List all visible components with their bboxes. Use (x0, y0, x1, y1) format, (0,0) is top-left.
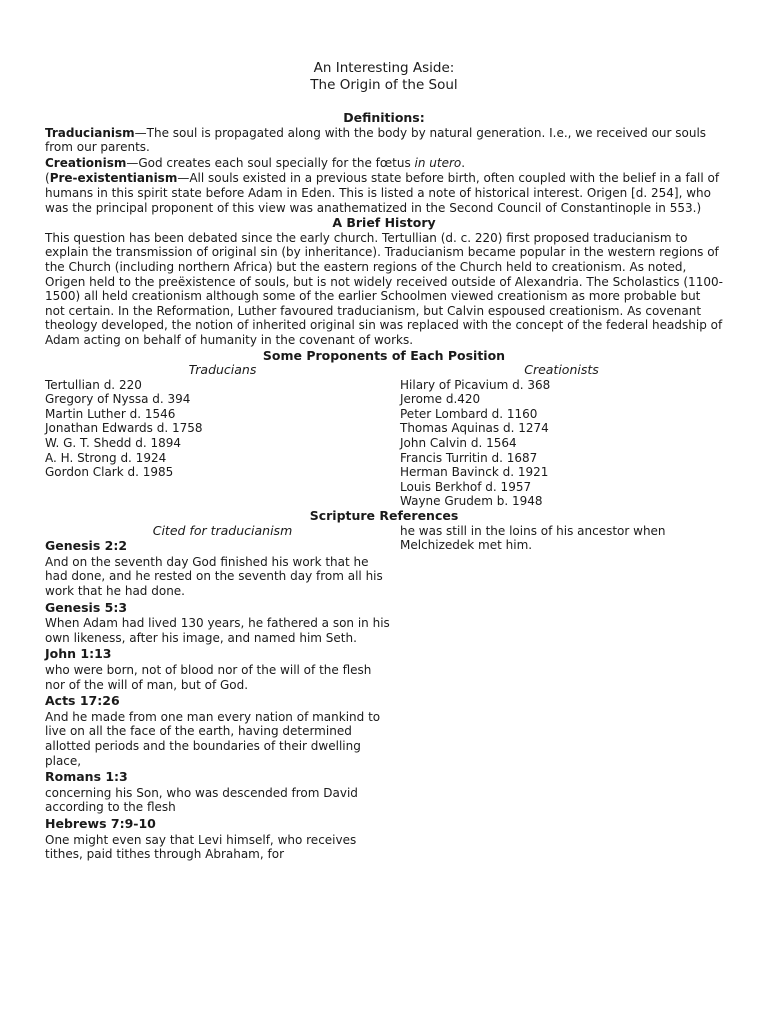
scripture-ref (45, 601, 400, 646)
title-line-2: The Origin of the Soul (310, 77, 458, 93)
ref-text: concerning his Son, who was descended from David according to the flesh (45, 785, 358, 815)
document-title (0, 60, 768, 94)
ref-text: who were born, not of blood nor of the will of the flesh nor of the will of man, but of God. (45, 662, 372, 692)
ref-text: One might even say that Levi himself, who receives tithes, paid tithes through Abraham, for (45, 832, 357, 862)
proponents-heading: Some Proponents of Each Position (262, 347, 506, 363)
list-item: W. G. T. Shedd d. 1894 (45, 436, 182, 451)
text-in-utero: in utero (414, 155, 462, 170)
ref-text: And he made from one man every nation of mankind to live on all the face of the earth, having determined allotted periods and the boundaries of their dwelling place, (45, 709, 381, 768)
scripture-columns (45, 524, 723, 864)
term-preexistentianism: Pre-existentianism (49, 171, 178, 186)
list-item: Thomas Aquinas d. 1274 (400, 421, 549, 436)
list-item: Wayne Grudem b. 1948 (400, 494, 543, 509)
traducians-heading: Traducians (188, 362, 257, 378)
scripture-heading: Scripture References (309, 508, 459, 524)
text-preexistentianism: —All souls existed in a previous state before birth, often coupled with the belief in a fall of humans in this spirit state before Adam in Eden. This is listed a note of historical interest. Origen [d. 254], who was the principal proponent of this view was anathematized in the Second Council of Constantinople in 553.) (45, 171, 720, 215)
scripture-left-column (45, 524, 400, 864)
ref-citation: John 1:13 (45, 646, 112, 662)
definition-preexistentianism (45, 171, 723, 215)
creationists-heading: Creationists (524, 362, 599, 378)
scripture-ref (45, 647, 400, 692)
list-item: Jonathan Edwards d. 1758 (45, 421, 203, 436)
list-item: Francis Turritin d. 1687 (400, 450, 538, 465)
history-heading: A Brief History (332, 215, 436, 231)
text-creationism-end: . (461, 155, 466, 170)
ref-citation: Romans 1:3 (45, 769, 128, 785)
list-item: Jerome d.420 (400, 392, 481, 407)
list-item: Martin Luther d. 1546 (45, 406, 176, 421)
list-item: Herman Bavinck d. 1921 (400, 465, 549, 480)
definition-creationism (45, 156, 723, 171)
title-line-1: An Interesting Aside: (313, 60, 455, 76)
ref-text: And on the seventh day God finished his work that he had done, and he rested on the seventh day from all his work that he had done. (45, 554, 383, 598)
list-item: A. H. Strong d. 1924 (45, 450, 167, 465)
preex-open-paren: ( (45, 171, 50, 186)
text-traducianism: —The soul is propagated along with the body by natural generation. I.e., we received our souls from our parents. (45, 125, 707, 155)
proponents-columns (45, 363, 723, 509)
ref-citation: Genesis 2:2 (45, 538, 128, 554)
traducians-column (45, 363, 400, 509)
history-text: This question has been debated since the early church. Tertullian (d. c. 220) first proposed traducianism to explain the transmission of original sin (by inheritance). Traducianism became popular in the western regions of the Church (including northern Africa) but the eastern regions of the Church held to creationism. As noted, Origen held to the preëxistence of souls, but is not widely received outside of Alexandria. The Scholastics (1100-1500) all held creationism although some of the earlier Schoolmen viewed creationism as more probable but not certain. In the Reformation, Luther favoured traducianism, but Calvin espoused creationism. As covenant theology developed, the notion of inherited original sin was replaced with the concept of the federal headship of Adam acting on behalf of humanity in the covenant of works. (45, 230, 723, 347)
scripture-right-column (400, 524, 723, 864)
scripture-ref (45, 817, 400, 862)
term-creationism: Creationism (45, 155, 127, 170)
list-item: Hilary of Picavium d. 368 (400, 377, 551, 392)
scripture-ref (45, 770, 400, 815)
scripture-ref (45, 539, 400, 598)
ref-citation: Hebrews 7:9-10 (45, 815, 156, 831)
scripture-ref (45, 694, 400, 768)
definition-traducianism (45, 126, 723, 155)
list-item: Tertullian d. 220 (45, 377, 142, 392)
ref-text: When Adam had lived 130 years, he fathered a son in his own likeness, after his image, and named him Seth. (45, 616, 390, 645)
list-item: Gregory of Nyssa d. 394 (45, 392, 191, 407)
list-item: John Calvin d. 1564 (400, 436, 517, 451)
term-traducianism: Traducianism (45, 125, 135, 140)
list-item: Louis Berkhof d. 1957 (400, 479, 532, 494)
list-item: Gordon Clark d. 1985 (45, 465, 174, 480)
creationists-column (400, 363, 723, 509)
ref-citation: Acts 17:26 (45, 693, 120, 709)
list-item: Peter Lombard d. 1160 (400, 406, 538, 421)
ref-citation: Genesis 5:3 (45, 599, 128, 615)
document-body (45, 111, 723, 864)
cited-heading: Cited for traducianism (152, 522, 293, 538)
text-creationism: —God creates each soul specially for the fœtus (126, 155, 415, 170)
scripture-continuation: he was still in the loins of his ancestor when Melchizedek met him. (400, 523, 666, 553)
definitions-heading: Definitions: (343, 110, 425, 125)
